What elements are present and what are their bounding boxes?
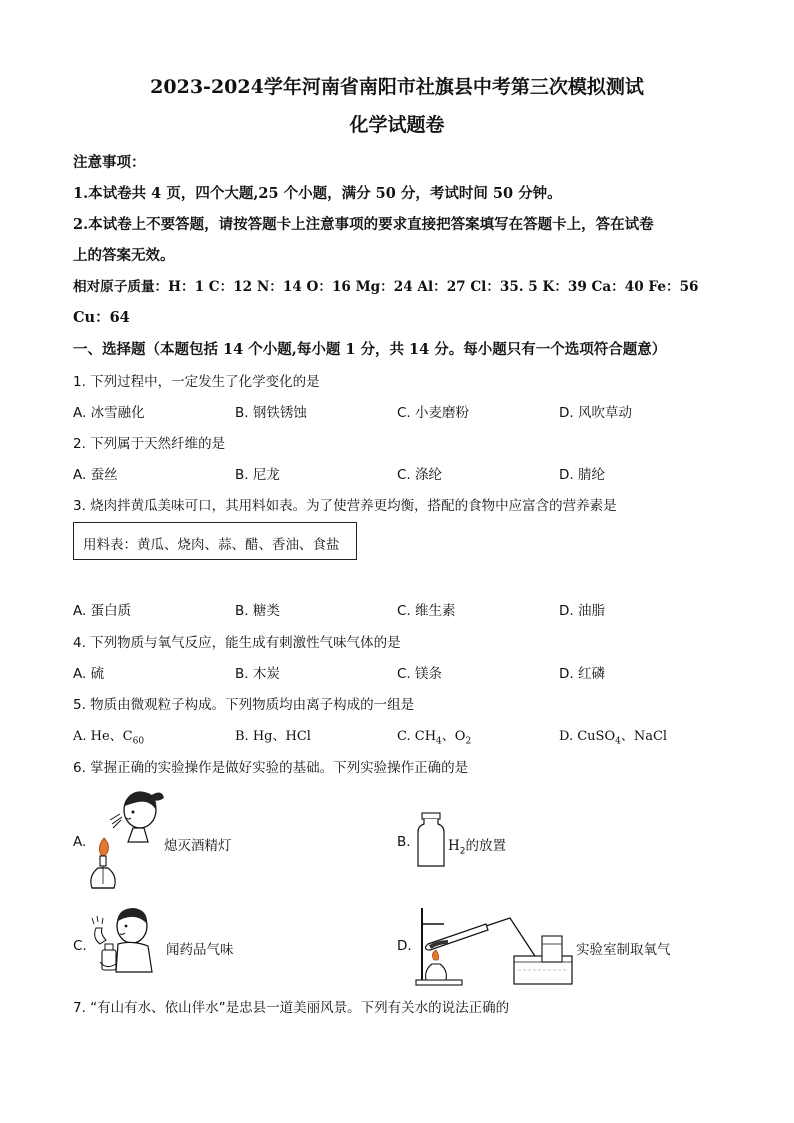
q2-option-a: A. 蚕丝 (73, 467, 118, 483)
q3-option-d: D. 油脂 (559, 603, 605, 619)
q4-option-d: D. 红磷 (559, 666, 605, 682)
q6-option-c-caption: 闻药品气味 (166, 942, 234, 958)
q6-option-b-letter: B. (397, 834, 411, 850)
q5-option-d: D. CuSO$_4$、NaCl (559, 729, 668, 747)
q3-ingredient-table (73, 522, 357, 560)
notice-heading: 注意事项： (73, 154, 146, 171)
smell-chemical-illustration (90, 904, 162, 974)
q5-option-b: B. Hg、HCl (235, 729, 311, 744)
atomic-masses-line-1: 相对原子质量：H：1 C：12 N：14 O：16 Mg：24 Al：27 Cl：35. 5 K：39 Ca：40 Fe：56 (73, 279, 699, 295)
q7-stem: 7. “有山有水、依山伴水”是忠县一道美丽风景。下列有关水的说法正确的 (73, 1000, 510, 1016)
q6-option-b-caption: $H_2$的放置 (448, 838, 507, 857)
q3-ingredient-text: 用料表：黄瓜、烧肉、蒜、醋、香油、食盐 (83, 537, 340, 553)
q6-option-a-caption: 熄灭酒精灯 (164, 838, 232, 854)
q1-option-c: C. 小麦磨粉 (397, 405, 470, 421)
q2-option-c: C. 涤纶 (397, 467, 443, 483)
q1-stem: 1. 下列过程中，一定发生了化学变化的是 (73, 374, 320, 390)
q2-option-b: B. 尼龙 (235, 467, 280, 483)
exam-title: 2023-2024学年河南省南阳市社旗县中考第三次模拟测试 (150, 76, 644, 98)
q3-option-a: A. 蛋白质 (73, 603, 132, 619)
exam-subtitle: 化学试题卷 (349, 114, 445, 136)
q5-option-c: C. $CH_4$、$O_2$ (397, 729, 472, 747)
q1-option-d: D. 风吹草动 (559, 405, 632, 421)
q6-option-c-letter: C. (73, 938, 87, 954)
q5-stem: 5. 物质由微观粒子构成。下列物质均由离子构成的一组是 (73, 697, 415, 713)
q2-stem: 2. 下列属于天然纤维的是 (73, 436, 226, 452)
q4-option-b: B. 木炭 (235, 666, 280, 682)
q5-option-a: A. He、$C_{60}$ (73, 729, 145, 747)
gas-jar-illustration (416, 812, 446, 868)
oxygen-apparatus-illustration (414, 904, 574, 988)
notice-item-2-line-2: 上的答案无效。 (73, 247, 175, 264)
q4-option-a: A. 硫 (73, 666, 105, 682)
q3-option-b: B. 糖类 (235, 603, 280, 619)
q1-option-a: A. 冰雪融化 (73, 405, 145, 421)
q4-option-c: C. 镁条 (397, 666, 443, 682)
q4-stem: 4. 下列物质与氧气反应，能生成有刺激性气味气体的是 (73, 635, 401, 651)
q6-option-a-letter: A. (73, 834, 87, 850)
q1-option-b: B. 钢铁锈蚀 (235, 405, 307, 421)
atomic-masses-line-2: Cu：64 (73, 309, 130, 326)
q3-option-c: C. 维生素 (397, 603, 456, 619)
notice-item-2-line-1: 2.本试卷上不要答题，请按答题卡上注意事项的要求直接把答案填写在答题卡上，答在试卷 (73, 216, 654, 233)
blow-out-lamp-illustration (88, 784, 168, 904)
q6-stem: 6. 掌握正确的实验操作是做好实验的基础。下列实验操作正确的是 (73, 760, 469, 776)
q6-option-d-letter: D. (397, 938, 412, 954)
section-1-heading: 一、选择题（本题包括 14 个小题,每小题 1 分，共 14 分。每小题只有一个选项符合题意） (73, 341, 667, 358)
q2-option-d: D. 腈纶 (559, 467, 605, 483)
notice-item-1: 1.本试卷共 4 页，四个大题,25 个小题，满分 50 分，考试时间 50 分钟。 (73, 185, 562, 202)
q3-stem: 3. 烧肉拌黄瓜美味可口，其用料如表。为了使营养更均衡，搭配的食物中应富含的营养素是 (73, 498, 617, 514)
q6-option-d-caption: 实验室制取氧气 (576, 942, 671, 958)
